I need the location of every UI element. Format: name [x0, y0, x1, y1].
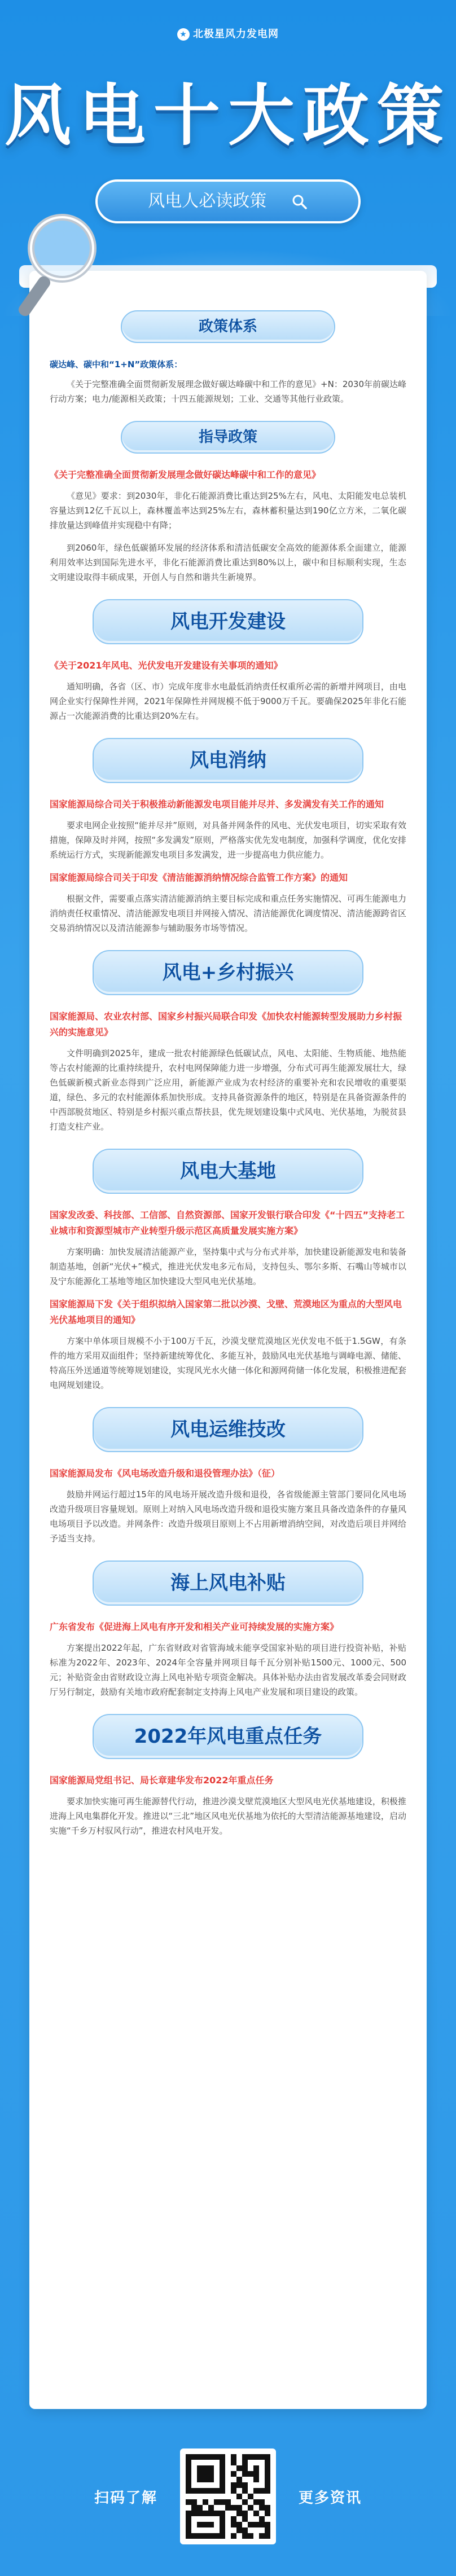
policy-paragraph: 《意见》要求：到2030年，非化石能源消费比重达到25%左右，风电、太阳能发电总装机容量达到12亿千瓦以上，森林覆盖率达到25%左右，森林蓄积量达到190亿立方米，二氧化碳排放量达到峰值并实现稳中有降； — [50, 491, 406, 530]
section-title: 风电大基地 — [93, 1149, 363, 1194]
section-title: 风电运维技改 — [93, 1407, 363, 1452]
section-title: 2022年风电重点任务 — [93, 1714, 363, 1759]
section — [50, 599, 406, 723]
section — [50, 1407, 406, 1546]
qr-grid — [186, 2454, 270, 2539]
section-title: 海上风电补贴 — [93, 1560, 363, 1606]
policy-paragraph: 文件明确到2025年，建成一批农村能源绿色低碳试点，风电、太阳能、生物质能、地热能等占农村能源的比重持续提升，农村电网保障能力进一步增强，分布式可再生能源发展壮大，绿色低碳新模式新业态得到广泛应用，新能源产业成为农村经济的重要补充和农民增收的重要渠道，绿色、多元的农村能源体系加快形成。支持具备资源条件的地区，特别是在具备资源条件的中西部脱贫地区、特别是乡村振兴重点帮扶县，优先规划建设集中式风电、光伏基地，为脱贫县打造支柱产业。 — [50, 1048, 406, 1132]
section — [50, 950, 406, 1134]
policy-heading: 国家能源局综合司关于积极推动新能源发电项目能并尽并、多发满发有关工作的通知 — [50, 799, 384, 810]
section-title: 政策体系 — [121, 310, 335, 343]
section — [50, 421, 406, 584]
brand — [0, 0, 456, 41]
policy-heading: 《关于完整准确全面贯彻新发展理念做好碳达峰碳中和工作的意见》 — [50, 469, 321, 480]
footer-left-text: 扫码了解 — [94, 2489, 157, 2507]
policy-paragraph: 到2060年，绿色低碳循环发展的经济体系和清洁低碳安全高效的能源体系全面建立，能源利用效率达到国际先进水平，非化石能源消费比重达到80%以上，碳中和目标顺利实现，生态文明建设取得丰硕成果，开创人与自然和谐共生新境界。 — [50, 543, 406, 582]
page-title: 风电十大政策 — [4, 77, 451, 155]
policy-heading: 国家能源局下发《关于组织拟纳入国家第二批以沙漠、戈壁、荒漠地区为重点的大型风电光伏基地项目的通知》 — [50, 1299, 402, 1325]
qr-row — [0, 2448, 456, 2544]
section — [50, 1149, 406, 1392]
policy-paragraph: 根据文件，需要重点落实清洁能源消纳主要目标完成和重点任务实施情况、可再生能源电力消纳责任权重情况、清洁能源发电项目并网接入情况、清洁能源优化调度情况、清洁能源跨省区交易消纳情况以及清洁能源参与辅助服务市场等情况。 — [50, 894, 406, 933]
section-title: 风电开发建设 — [93, 599, 363, 644]
policy-paragraph: 方案中单体项目规模不小于100万千瓦，沙漠戈壁荒漠地区光伏发电不低于1.5GW，有条件的地方采用双面组件；坚持新建统筹优化、多能互补，鼓励风电光伏基地与调峰电源、储能、特高压外送通道等统筹规划建设，实现风光水火储一体化和源网荷储一体化发展，积极推进配套电网规划建设。 — [50, 1336, 406, 1390]
policy-heading: 国家能源局发布《风电场改造升级和退役管理办法》（征） — [50, 1468, 280, 1479]
policy-paragraph: 《关于完整准确全面贯彻新发展理念做好碳达峰碳中和工作的意见》+N：2030年前碳达峰行动方案；电力/能源相关政策；十四五能源规划；工业、交通等其他行业政策。 — [50, 379, 406, 404]
search-icon[interactable] — [291, 182, 308, 221]
policy-heading: 广东省发布《促进海上风电有序开发和相关产业可持续发展的实施方案》 — [50, 1621, 339, 1632]
policy-heading: 国家能源局、农业农村部、国家乡村振兴局联合印发《加快农村能源转型发展助力乡村振兴的实施意见》 — [50, 1011, 402, 1038]
policy-paragraph: 要求电网企业按照“能并尽并”原则，对具备并网条件的风电、光伏发电项目，切实采取有效措施，保障及时并网，按照“多发满发”原则，严格落实优先发电制度，加强科学调度，优化安排系统运行方式，实现新能源发电项目多发满发，进一步提高电力供应能力。 — [50, 820, 406, 860]
policy-heading: 《关于2021年风电、光伏发电开发建设有关事项的通知》 — [50, 660, 283, 671]
search-bar[interactable] — [95, 179, 361, 223]
policy-paragraph: 方案明确：加快发展清洁能源产业，坚持集中式与分布式并举，加快建设新能源发电和装备制造基地，创新“光伏+”模式，推进光伏发电多元布局，支持包头、鄂尔多斯、石嘴山等城市以及宁东能源化工基地等地区加快建设大型风电光伏基地。 — [50, 1247, 406, 1286]
policy-paragraph: 要求加快实施可再生能源替代行动，推进沙漠戈壁荒漠地区大型风电光伏基地建设，积极推进海上风电集群化开发。推进以“三北”地区风电光伏基地为依托的大型清洁能源基地建设，启动实施“千乡万村驭风行动”，推进农村风电开发。 — [50, 1796, 406, 1836]
qr-code[interactable] — [180, 2448, 276, 2544]
brand-name: 北极星风力发电网 — [193, 28, 279, 40]
section-title: 风电+乡村振兴 — [93, 950, 363, 995]
section-title: 指导政策 — [121, 421, 335, 454]
highlight-text: 碳达峰、碳中和“1+N”政策体系： — [50, 359, 183, 370]
section — [50, 1714, 406, 1838]
footer-right-text: 更多资讯 — [299, 2489, 362, 2507]
section — [50, 738, 406, 935]
content-card — [29, 271, 427, 2409]
policy-heading: 国家能源局综合司关于印发《清洁能源消纳情况综合监管工作方案》的通知 — [50, 872, 348, 883]
policy-paragraph: 方案提出2022年起，广东省财政对省管海域未能享受国家补贴的项目进行投资补贴，补贴标准为2022年、2023年、2024年全容量并网项目每千瓦分别补贴1500元、1000元、500元；补贴资金由省财政设立海上风电补贴专项资金解决。具体补贴办法由省发展改革委会同财政厅另行制定，鼓励有关地市政府配套制定支持海上风电产业发展和项目建设的政策。 — [50, 1643, 406, 1697]
policy-heading: 国家能源局党组书记、局长章建华发布2022年重点任务 — [50, 1775, 274, 1786]
policy-heading: 国家发改委、科技部、工信部、自然资源部、国家开发银行联合印发《“十四五”支持老工业城市和资源型城市产业转型升级示范区高质量发展实施方案》 — [50, 1210, 405, 1236]
policy-paragraph: 鼓励并网运行超过15年的风电场开展改造升级和退役，各省级能源主管部门要同化风电场改造升级项目容量规划。原则上对纳入风电场改造升级和退役实施方案且具备改造条件的存量风电场项目予以改造。并网条件：改造升级项目原则上不占用新增消纳空间，对改造后项目并网给予适当支持。 — [50, 1489, 406, 1544]
subtitle-text: 风电人必读政策 — [148, 191, 267, 211]
section-title: 风电消纳 — [93, 738, 363, 783]
footer — [0, 2426, 456, 2576]
magnifier-decoration-icon — [11, 209, 107, 322]
section — [50, 1560, 406, 1699]
logo-icon: ★ — [177, 28, 190, 41]
section — [50, 310, 406, 406]
policy-paragraph: 通知明确，各省（区、市）完成年度非水电最低消纳责任权重所必需的新增并网项目，由电网企业实行保障性并网，2021年保障性并网规模不低于9000万千瓦。要确保2025年非化石能源占一次能源消费的比重达到20%左右。 — [50, 682, 406, 721]
